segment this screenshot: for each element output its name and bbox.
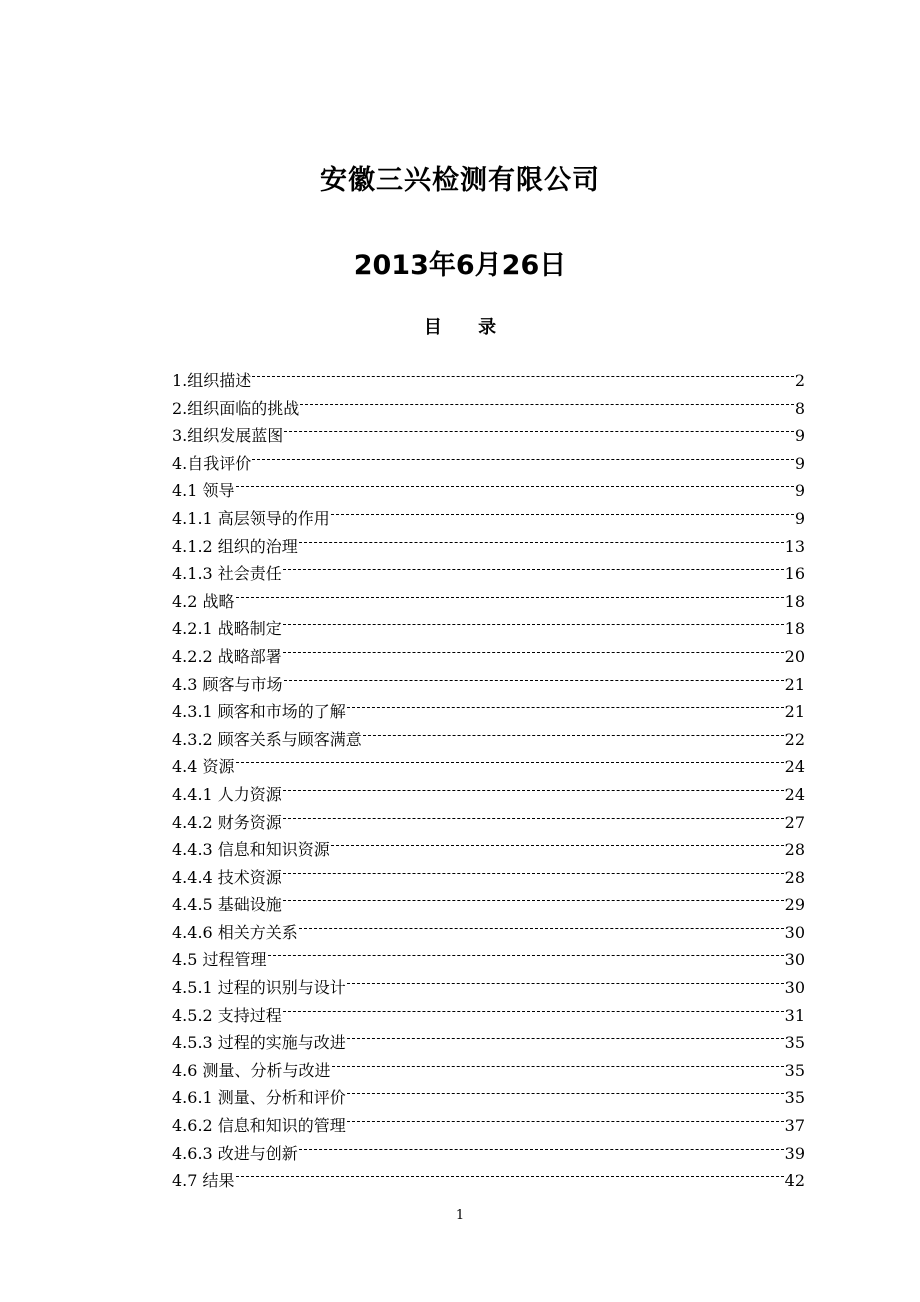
toc-leader-line xyxy=(284,680,784,681)
toc-entry-label: 4.3.2 顾客关系与顾客满意 xyxy=(172,729,362,749)
toc-entry-label: 4.3 顾客与市场 xyxy=(172,674,283,694)
toc-leader-line xyxy=(331,845,784,846)
toc-entry[interactable] xyxy=(172,753,805,781)
toc-leader-line xyxy=(283,652,784,653)
toc-entry-label: 4.2.1 战略制定 xyxy=(172,619,282,639)
toc-leader-line xyxy=(252,459,794,460)
toc-leader-line xyxy=(284,431,794,432)
toc-entry[interactable] xyxy=(172,726,805,754)
toc-entry[interactable] xyxy=(172,395,805,423)
toc-entry-page: 30 xyxy=(784,978,805,998)
toc-leader-line xyxy=(252,376,794,377)
toc-entry[interactable] xyxy=(172,1084,805,1112)
toc-entry-label: 4.自我评价 xyxy=(172,453,252,473)
toc-leader-line xyxy=(236,1176,784,1177)
page-number: 1 xyxy=(455,1208,465,1223)
toc-entry-page: 29 xyxy=(784,895,805,915)
toc-entry-page: 13 xyxy=(784,536,805,556)
toc-entry-label: 4.7 结果 xyxy=(172,1171,235,1191)
toc-entry-page: 9 xyxy=(794,426,805,446)
toc-entry-label: 4.4.3 信息和知识资源 xyxy=(172,840,330,860)
toc-entry-page: 16 xyxy=(784,564,805,584)
toc-entry-page: 21 xyxy=(784,702,805,722)
toc-leader-line xyxy=(347,1093,784,1094)
toc-heading: 目 录 xyxy=(423,317,497,338)
toc-entry-page: 2 xyxy=(794,371,805,390)
toc-entry[interactable] xyxy=(172,891,805,919)
toc-leader-line xyxy=(299,542,784,543)
toc-entry-label: 4.4.5 基础设施 xyxy=(172,895,282,915)
toc-entry[interactable] xyxy=(172,781,805,809)
toc-leader-line xyxy=(283,790,784,791)
toc-entry-label: 4.5.3 过程的实施与改进 xyxy=(172,1033,346,1053)
toc-leader-line xyxy=(283,624,784,625)
toc-entry-page: 18 xyxy=(784,591,805,611)
company-title: 安徽三兴检测有限公司 xyxy=(320,165,600,196)
toc-entry-label: 4.1.1 高层领导的作用 xyxy=(172,508,330,528)
toc-entry-page: 30 xyxy=(784,950,805,970)
toc-entry[interactable] xyxy=(172,919,805,947)
toc-entry-label: 4.1.2 组织的治理 xyxy=(172,536,298,556)
toc-entry[interactable] xyxy=(172,422,805,450)
toc-entry-label: 4.6 测量、分析与改进 xyxy=(172,1060,331,1080)
toc-leader-line xyxy=(347,1121,784,1122)
toc-entry-page: 8 xyxy=(794,398,805,418)
toc-entry[interactable] xyxy=(172,560,805,588)
toc-leader-line xyxy=(283,900,784,901)
toc-leader-line xyxy=(332,1066,784,1067)
toc-entry-page: 9 xyxy=(794,481,805,501)
toc-entry-page: 31 xyxy=(784,1005,805,1025)
table-of-contents xyxy=(172,367,805,1195)
toc-entry-label: 4.4.1 人力资源 xyxy=(172,784,282,804)
toc-entry-label: 4.4.2 财务资源 xyxy=(172,812,282,832)
toc-entry[interactable] xyxy=(172,643,805,671)
toc-entry[interactable] xyxy=(172,477,805,505)
toc-leader-line xyxy=(331,514,794,515)
toc-entry[interactable] xyxy=(172,450,805,478)
toc-leader-line xyxy=(299,1149,784,1150)
toc-entry-label: 2.组织面临的挑战 xyxy=(172,398,300,418)
toc-leader-line xyxy=(236,597,784,598)
toc-entry[interactable] xyxy=(172,367,805,395)
toc-entry-page: 22 xyxy=(784,729,805,749)
toc-leader-line xyxy=(299,928,784,929)
toc-leader-line xyxy=(283,1011,784,1012)
toc-entry[interactable] xyxy=(172,1002,805,1030)
toc-entry-page: 9 xyxy=(794,508,805,528)
toc-entry-label: 4.6.2 信息和知识的管理 xyxy=(172,1116,346,1136)
toc-entry[interactable] xyxy=(172,615,805,643)
toc-entry-label: 4.2.2 战略部署 xyxy=(172,646,282,666)
toc-entry-page: 27 xyxy=(784,812,805,832)
toc-entry[interactable] xyxy=(172,836,805,864)
toc-entry[interactable] xyxy=(172,1140,805,1168)
toc-entry-label: 1.组织描述 xyxy=(172,371,252,390)
toc-entry-page: 20 xyxy=(784,646,805,666)
toc-entry-label: 4.5.2 支持过程 xyxy=(172,1005,282,1025)
toc-entry-page: 35 xyxy=(784,1088,805,1108)
toc-entry[interactable] xyxy=(172,588,805,616)
toc-entry-page: 28 xyxy=(784,867,805,887)
document-date: 2013年6月26日 xyxy=(353,250,567,281)
toc-leader-line xyxy=(283,873,784,874)
toc-entry[interactable] xyxy=(172,946,805,974)
toc-entry-page: 28 xyxy=(784,840,805,860)
toc-leader-line xyxy=(347,707,784,708)
toc-entry-page: 35 xyxy=(784,1033,805,1053)
toc-leader-line xyxy=(283,569,784,570)
toc-entry-label: 4.4.4 技术资源 xyxy=(172,867,282,887)
toc-leader-line xyxy=(268,955,784,956)
toc-entry-page: 24 xyxy=(784,757,805,777)
toc-entry-label: 4.6.3 改进与创新 xyxy=(172,1143,298,1163)
toc-entry-page: 42 xyxy=(784,1171,805,1191)
toc-entry-label: 4.6.1 测量、分析和评价 xyxy=(172,1088,346,1108)
toc-entry[interactable] xyxy=(172,533,805,561)
toc-entry[interactable] xyxy=(172,671,805,699)
toc-entry-label: 4.3.1 顾客和市场的了解 xyxy=(172,702,346,722)
toc-entry-page: 30 xyxy=(784,922,805,942)
toc-entry[interactable] xyxy=(172,1057,805,1085)
toc-entry-label: 3.组织发展蓝图 xyxy=(172,426,284,446)
toc-leader-line xyxy=(283,818,784,819)
toc-leader-line xyxy=(347,1038,784,1039)
toc-entry[interactable] xyxy=(172,809,805,837)
toc-entry-page: 24 xyxy=(784,784,805,804)
toc-entry[interactable] xyxy=(172,505,805,533)
toc-leader-line xyxy=(236,486,794,487)
toc-entry-page: 35 xyxy=(784,1060,805,1080)
toc-leader-line xyxy=(363,735,784,736)
toc-entry-label: 4.5 过程管理 xyxy=(172,950,267,970)
toc-entry[interactable] xyxy=(172,974,805,1002)
toc-entry-label: 4.1.3 社会责任 xyxy=(172,564,282,584)
toc-entry-page: 18 xyxy=(784,619,805,639)
toc-entry-page: 39 xyxy=(784,1143,805,1163)
toc-entry[interactable] xyxy=(172,1029,805,1057)
toc-entry-page: 9 xyxy=(794,453,805,473)
toc-entry[interactable] xyxy=(172,864,805,892)
toc-entry-label: 4.4.6 相关方关系 xyxy=(172,922,298,942)
toc-entry-label: 4.5.1 过程的识别与设计 xyxy=(172,978,346,998)
toc-leader-line xyxy=(236,762,784,763)
toc-entry[interactable] xyxy=(172,1112,805,1140)
toc-leader-line xyxy=(300,404,794,405)
toc-entry-label: 4.1 领导 xyxy=(172,481,235,501)
toc-entry-label: 4.2 战略 xyxy=(172,591,235,611)
toc-entry-page: 37 xyxy=(784,1116,805,1136)
toc-entry-page: 21 xyxy=(784,674,805,694)
toc-entry-label: 4.4 资源 xyxy=(172,757,235,777)
toc-entry[interactable] xyxy=(172,1167,805,1195)
toc-entry[interactable] xyxy=(172,698,805,726)
toc-leader-line xyxy=(347,983,784,984)
